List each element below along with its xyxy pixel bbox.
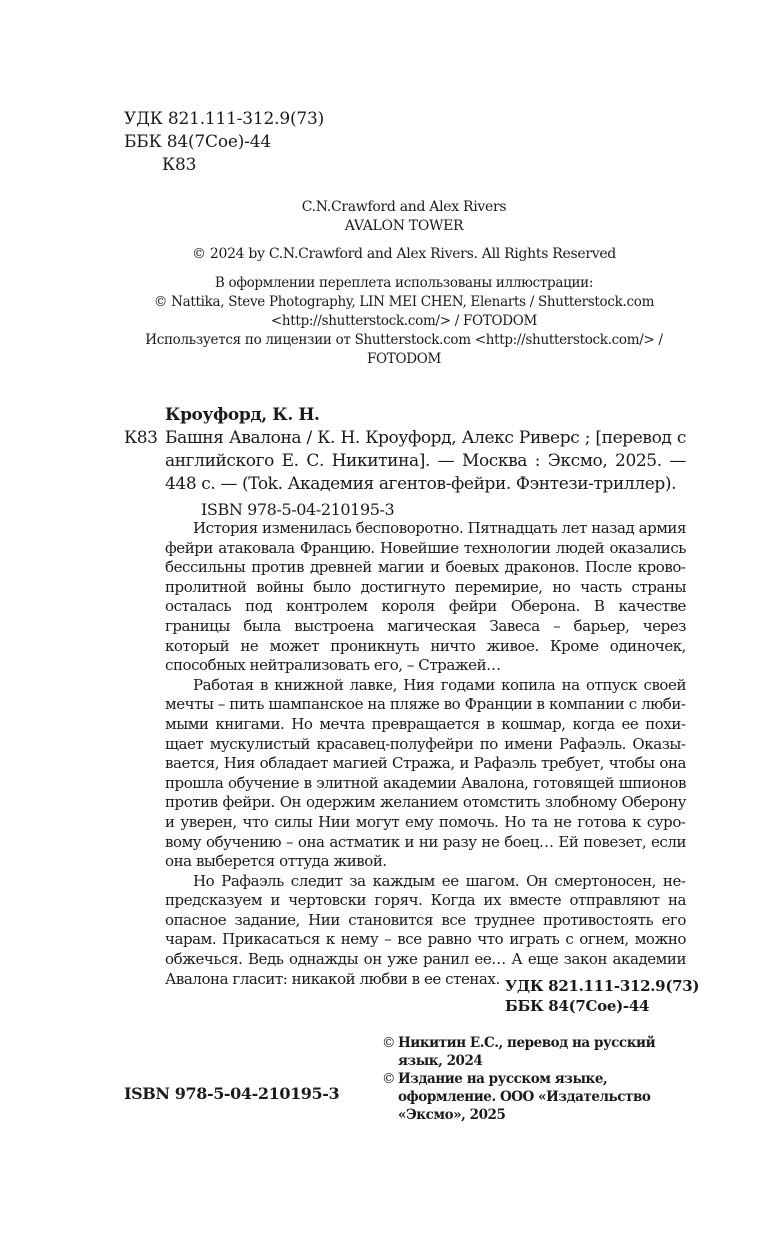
annotation-paragraph: Но Рафаэль следит за каждым ее шагом. Он смертоносен, непредсказуем и чертовски горяч. Когда их вместе отправляют на опасное задание, Нии становится все труднее противостоять его чарам. Прикасаться к нему – все равно что играть с огнем, можно обжечься. Ведь однажды он уже ранил ее… А еще закон академии Авалона гласит: никакой любви в ее стенах. (165, 871, 686, 988)
illustrations-line-4: Используется по лицензии от Shutterstock.com <http://shutterstock.com/> / (145, 332, 663, 348)
bibliographic-record (124, 404, 686, 521)
bibliographic-entry (124, 427, 686, 496)
author-mark: К83 (162, 155, 197, 175)
translation-copyright-text: Никитин Е.С., перевод на русский язык, 2024 (398, 1035, 656, 1069)
illustrations-line-1: В оформлении переплета использованы иллюстрации: (214, 275, 594, 291)
bbk-code: ББК 84(7Сое)-44 (505, 997, 650, 1015)
udk-code: УДК 821.111-312.9(73) (124, 109, 325, 129)
illustrations-line-3: <http://shutterstock.com/> / FOTODOM (270, 313, 538, 329)
annotation (165, 519, 686, 989)
isbn: ISBN 978-5-04-210195-3 (124, 1084, 340, 1103)
original-title: AVALON TOWER (344, 218, 464, 234)
copyright-icon: © (382, 1035, 396, 1051)
copyright-notices (382, 1034, 692, 1124)
author-heading: Кроуфорд, К. Н. (165, 405, 320, 425)
translation-copyright (382, 1034, 692, 1070)
annotation-paragraph: Работая в книжной лавке, Ния годами копила на отпуск своей мечты – пить шампанское на пляже во Франции в компании с любимыми книгами. Но мечта превращается в кошмар, когда ее похищает мускулистый красавец-полуфейри по имени Рафаэль. Оказывается, Ния обладает магией Стража, и Рафаэль требует, чтобы она прошла обучение в элитной академии Авалона, готовящей шпионов против фейри. Он одержим желанием отомстить злобному Оберону и уверен, что силы Нии могут ему помочь. Но та не готова к суровому обучению – она астматик и ни разу не боец… Ей повезет, если она выберется оттуда живой. (165, 675, 686, 871)
isbn-record: ISBN 978-5-04-210195-3 (201, 500, 395, 519)
bibliographic-description: Башня Авалона / К. Н. Кроуфорд, Алекс Риверс ; [перевод с английского Е. С. Никитина]. — Москва : Эксмо, 2025. — 448 с. — (Tok. Академия агентов-фейри. Фэнтези-триллер). (165, 428, 686, 494)
annotation-paragraph: История изменилась бесповоротно. Пятнадцать лет назад армия фейри атаковала Францию. Новейшие технологии людей оказались бессильны против древней магии и боевых драконов. После кровопролитной войны было достигнуто перемирие, но часть страны осталась под контролем короля фейри Оберона. В качестве границы была выстроена магическая Завеса – барьер, через который не может проникнуть ничто живое. Кроме одиночек, способных нейтрализовать его, – Стражей… (165, 519, 686, 675)
edition-copyright (382, 1070, 692, 1124)
original-edition (100, 198, 708, 236)
illustrations-credit (100, 274, 708, 369)
udk-code: УДК 821.111-312.9(73) (505, 977, 700, 995)
classification-block-bottom (505, 976, 699, 1016)
copyright-icon: © (382, 1071, 396, 1087)
author-mark: К83 (124, 428, 158, 448)
edition-copyright-text: Издание на русском языке, оформление. ООО «Издательство «Эксмо», 2025 (398, 1071, 651, 1123)
bbk-code: ББК 84(7Сое)-44 (124, 132, 271, 152)
illustrations-line-5: FOTODOM (366, 351, 442, 367)
illustrations-line-2: © Nattika, Steve Photography, LIN MEI CHEN, Elenarts / Shutterstock.com (153, 294, 655, 310)
original-authors: C.N.Crawford and Alex Rivers (301, 199, 507, 215)
original-rights: © 2024 by C.N.Crawford and Alex Rivers. All Rights Reserved (192, 246, 616, 262)
classification-block-top (124, 108, 324, 177)
